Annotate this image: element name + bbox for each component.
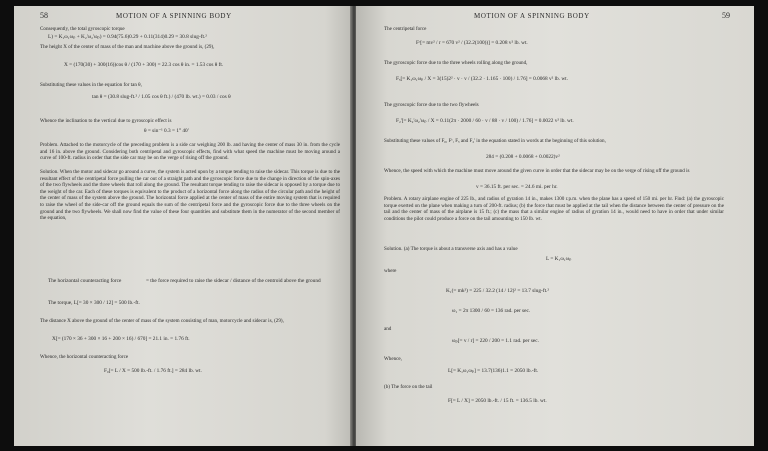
right-page xyxy=(356,6,754,446)
paragraph: (b) The force on the tail xyxy=(384,384,433,390)
equation: = the force required to raise the sidecar / distance of the centroid above the ground xyxy=(146,278,321,284)
equation: K₁(= mk²) = 225 / 32.2 (14 / 12)² = 13.7 slug-ft.² xyxy=(446,288,549,294)
paragraph: Whence, the horizontal counteracting force xyxy=(40,354,129,360)
problem-text: Problem. A rotary airplane engine of 225 lb., and radius of gyration 14 in., makes 1300 r.p.m. when the plane has a speed of 150 mi. per hr. Find: (a) the gyroscopic torque exerted on the plane when making a turn of 200-ft. radius; (b) the force that must be applied at the tail when the distance between the center of pressure on the tail and the center of mass of the airplane is 15 ft.; (c) the mass that a similar engine of radius of gyration 14 in., would need to have in order that under similar conditions the pilot could produce a force on the tail amounting to 150 lb. wt. xyxy=(384,196,724,222)
equation: L[= K₁ω₁ωₚ] = 13.7(136)1.1 = 2050 lb.-ft. xyxy=(448,368,539,374)
page-number: 58 xyxy=(40,11,48,20)
equation: X = (170(30) + 300(16))cos θ / (170 + 300) = 22.3 cos θ in. = 1.53 cos θ ft. xyxy=(64,62,224,68)
paragraph: Substituting these values in the equation for tan θ, xyxy=(40,82,142,88)
paragraph: Whence, the speed with which the machine must move around the given curve in order that the sidecar may be on the verge of rising off the ground is xyxy=(384,168,690,174)
paragraph: Whence, xyxy=(384,356,402,362)
solution-text: Solution. (a) The torque is about a transverse axis and has a value xyxy=(384,246,518,252)
paragraph: The distance X above the ground of the center of mass of the system consisting of man, motorcycle and sidecar is, (29), xyxy=(40,318,284,324)
equation: ωₚ[= v / r] = 220 / 200 = 1.1 rad. per sec. xyxy=(452,338,539,344)
equation: The torque, L[= 30 × 300 / 12] = 500 lb.-ft. xyxy=(48,300,140,306)
equation: F₂'[= K₂'ω₂'ωₚ / X = 0.11(2π · 2000 / 60 · v / 88 · v / 100) / 1.76] = 0.0022 v² lb. wt. xyxy=(396,118,574,124)
equation: θ = sin⁻¹ 0.3 = 1° 40' xyxy=(144,128,189,134)
page-number: 59 xyxy=(722,11,730,20)
paragraph: Consequently, the total gyroscopic torque xyxy=(40,26,125,32)
equation: v = 36.15 ft. per sec. = 24.6 mi. per hr. xyxy=(476,184,558,190)
equation: F₀[= L / X = 500 lb.-ft. / 1.76 ft.] = 284 lb. wt. xyxy=(104,368,202,374)
equation: Fᶜ[= mv² / r = 670 v² / (32.2(100))] = 0.208 v² lb. wt. xyxy=(416,40,528,46)
paragraph: The centripetal force xyxy=(384,26,427,32)
paragraph: Substituting these values of F₀, Fᶜ, Fₓ and F₂' in the equation stated in words at the beginning of this solution, xyxy=(384,138,606,144)
equation: F[= L / X] = 2050 lb.-ft. / 15 ft. = 136.5 lb. wt. xyxy=(448,398,547,404)
paragraph: Whence the inclination to the vertical due to gyroscopic effect is xyxy=(40,118,172,124)
paragraph: The height X of the center of mass of the man and machine above the ground is, (29), xyxy=(40,44,215,50)
equation: L) = K₁ω₁ωₚ + K₂'ω₂'ωₚ) = 0.94(75.6)0.29 + 0.11(314)0.29 = 30.8 slug-ft.² xyxy=(48,34,207,40)
paragraph: and xyxy=(384,326,392,332)
paragraph: where xyxy=(384,268,397,274)
equation-label: The horizontal counteracting force xyxy=(48,278,122,284)
solution-text: Solution. When the motor and sidecar go around a curve, the system is acted upon by a torque tending to raise the sidecar. This torque is due to the resultant effect of the centripetal force pulling the car out of a straight path and the gyroscopic force due to the change in direction of the spin-axes of the two flywheels and the three wheels that roll along the ground. The resultant torque tending to raise the sidecar is opposed by a torque due to the weight of the car. Each of these torques is equivalent to the product of a horizontal force along the radius of the circular path and the height of the center of mass of the system above the ground. The horizontal force applied at the center of mass of the entire moving system that is required to raise the wheel of the side-car off the ground equals the sum of the centripetal force and the gyroscopic force due to the three wheels on the ground and the two flywheels. We shall now find the value of these four quantities and substitute them in the numerator of the second member of the equation, xyxy=(40,169,340,222)
equation: L = K₁ω₁ωₚ xyxy=(546,256,572,262)
paragraph: The gyroscopic force due to the three wheels rolling along the ground, xyxy=(384,60,528,66)
equation: 284 = (0.208 + 0.0068 + 0.0022)v² xyxy=(486,154,560,160)
problem-text: Problem. Attached to the motorcycle of the preceding problem is a side car weighing 200 lb. and having the center of mass 30 in. from the cycle and 16 in. above the ground. Considering both centripetal and gyroscopic effects, find with what speed the machine must be moving around a curve of 100-ft. radius in order that the side car may be on the verge of rising off the ground. xyxy=(40,142,340,162)
equation: Fₓ[= K₁ω₁ωₚ / X = 3(15)2² · v · v / (32.2 · 1.165 · 100) / 1.76] = 0.0068 v² lb. wt. xyxy=(396,76,568,82)
equation: X[= (170 × 36 + 300 × 16 + 200 × 16) / 670] = 21.1 in. = 1.76 ft. xyxy=(52,336,190,342)
running-header: MOTION OF A SPINNING BODY xyxy=(116,12,232,20)
equation: tan θ = (30.8 slug-ft.² / 1.05 cos θ ft.) / (470 lb. wt.) = 0.03 / cos θ xyxy=(92,94,231,100)
equation: ω₁ = 2π 1300 / 60 = 136 rad. per sec. xyxy=(452,308,531,314)
paragraph: The gyroscopic force due to the two flywheels xyxy=(384,102,479,108)
running-header: MOTION OF A SPINNING BODY xyxy=(474,12,590,20)
left-page xyxy=(14,6,352,446)
